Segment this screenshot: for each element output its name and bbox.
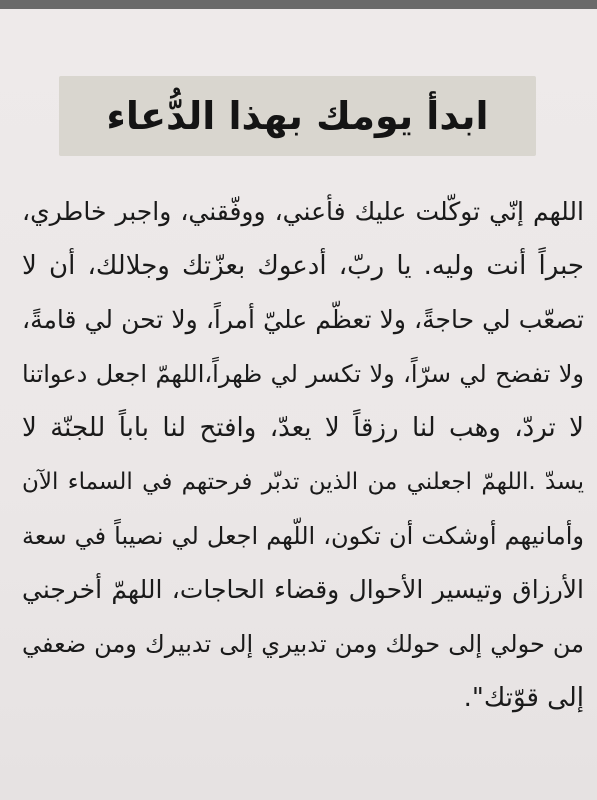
text-line: لا تردّ، وهب لنا رزقاً لا يعدّ، وافتح لنا باباً للجنّة لا [22, 413, 584, 443]
top-bar [0, 0, 597, 9]
prayer-text [22, 185, 584, 725]
text-line: يسدّ .اللهمّ اجعلني من الذين تدبّر فرحتهم في السماء الآن [22, 469, 584, 495]
page [0, 9, 597, 800]
text-line: ولا تفضح لي سرّاً، ولا تكسر لي ظهراً،اللهمّ اجعل دعواتنا [22, 360, 584, 388]
page-title: ابدأ يومك بهذا الدُّعاء [106, 94, 489, 138]
title-banner [59, 76, 536, 156]
text-line: تصعّب لي حاجةً، ولا تعظّم عليّ أمراً، ولا تحن لي قامةً، [22, 305, 584, 334]
text-line: اللهم إنّي توكّلت عليك فأعني، ووفّقني، واجبر خاطري، [22, 197, 584, 226]
text-line: من حولي إلى حولك ومن تدبيري إلى تدبيرك ومن ضعفي [22, 630, 584, 658]
text-line: الأرزاق وتيسير الأحوال وقضاء الحاجات، اللهمّ أخرجني [22, 575, 584, 604]
text-line: جبراً أنت وليه. يا ربّ، أدعوك بعزّتك وجلالك، أن لا [22, 251, 584, 281]
text-line: إلى قوّتك". [463, 683, 584, 713]
text-line: وأمانيهم أوشكت أن تكون، اللّهم اجعل لي نصيباً في سعة [22, 522, 584, 550]
